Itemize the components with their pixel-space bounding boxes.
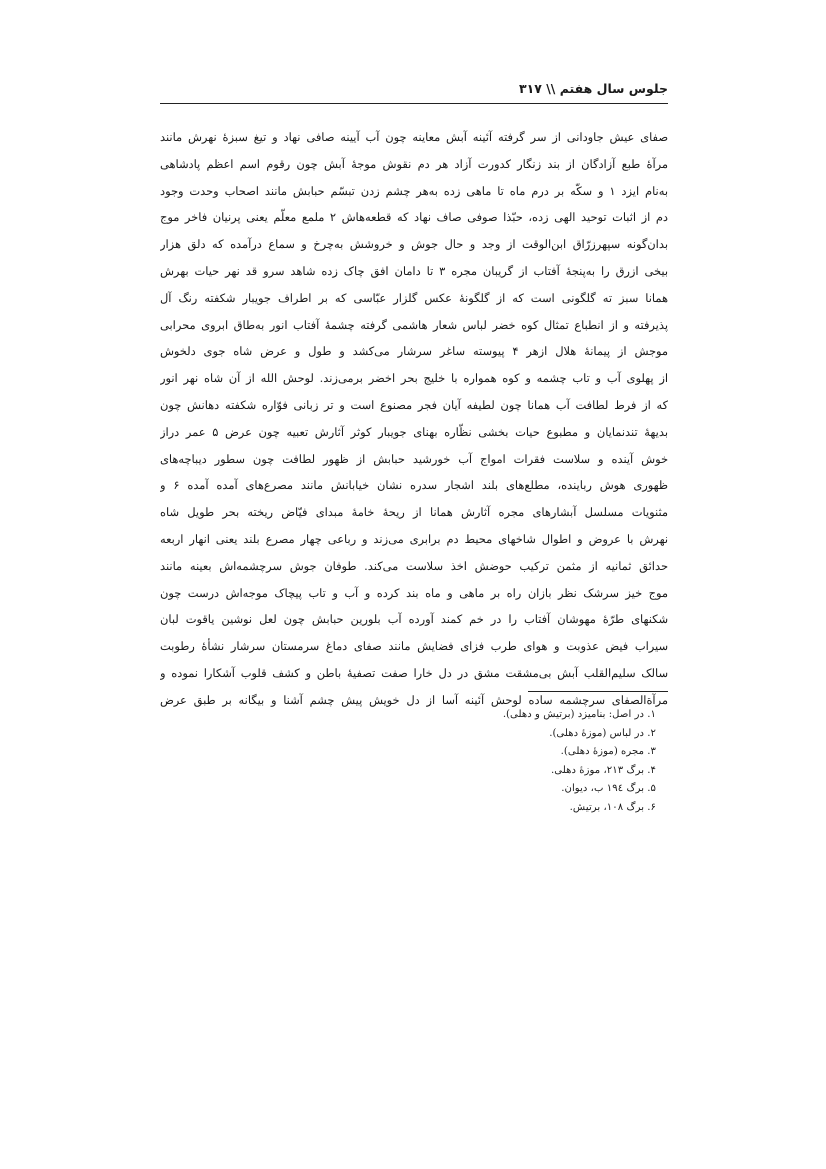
footnote-item: ۴. برگ ۲۱۳، موزهٔ دهلی. bbox=[551, 764, 656, 776]
body-text bbox=[160, 124, 668, 714]
footnote-item: ۳. مجره (موزهٔ دهلی). bbox=[560, 746, 656, 758]
text-line: که از فرط لطافت آب همانا چون لطیفه آیان فجر مصنوع است و تر زبانی فوّاره شکفته دهانش چون bbox=[160, 397, 668, 412]
text-line: شکنهای طرّهٔ مهوشان آفتاب را در خم کمند آورده آب بلورین حبابش چون لعل نوشین یاقوت لبان bbox=[160, 612, 668, 627]
text-line: خوش آینده و سلاست فقرات امواج آب خورشید حبابش از ظهور لطافت چون سطور دیباچه‌های bbox=[160, 451, 668, 466]
footnotes bbox=[160, 706, 668, 818]
footnote-item: ۵. برگ ۱۹٤ ب، دیوان. bbox=[561, 783, 656, 795]
footnote-divider bbox=[528, 691, 668, 692]
text-line: پذیرفته و از انطباع تمثال کوه خضر لباس شعار هاشمی گرفته چشمهٔ آفتاب انور به‌طاق ابروی محرابی bbox=[160, 317, 668, 332]
text-line: ظهوری هوش رباینده، مطلع‌های بلند اشجار سدره نشان خیابانش مانند مصرع‌های آمده آمده ۶ و bbox=[160, 478, 668, 493]
text-line: بیخی ازرق را به‌پنجهٔ آفتاب از گریبان مجره ۳ تا دامان افق چاک زده شاهد سرو قد نهر حیات بهرش bbox=[160, 263, 668, 278]
text-line: بدیههٔ تندنمایان و مطبوع حیات بخشی نظّاره بهنای جویبار کوثر آثارش تعبیه چون عرض ۵ عمر دراز bbox=[160, 424, 668, 439]
text-line: همانا سبز ته گلگونی است که از گلگونهٔ عکس گلزار عبّاسی که بر اطراف جویبار شکفته رنگ آل bbox=[160, 290, 668, 305]
text-line: مرآهٔ طبع آزادگان از بند زنگار کدورت آزاد هر دم نقوش موجهٔ آبش چون رقوم اسم اعظم پادشاهی bbox=[160, 156, 668, 171]
footnote-item: ۱. در اصل: بنامیزد (برتیش و دهلی). bbox=[502, 709, 656, 720]
text-line: به‌نام ایزد ۱ و سکّه بر درم ماه تا ماهی زده به‌هر چشم زدن تبسّم حبابش مانند اصحاب وحدت وجود bbox=[160, 183, 668, 198]
text-line: بدان‌گونه سپهرزرّاق ابن‌الوقت از وجد و حال جوش و خروشش به‌چرخ و سماع درآمده که دلق هزار bbox=[160, 237, 668, 252]
text-line: دم از اثبات توحید الهی زده، حبّذا صوفی صاف نهاد که قطعه‌هاش ۲ ملمع معلّم یعنی پرنیان فاخر موج bbox=[160, 210, 668, 225]
text-line: سیراب فیض عذوبت و هوای طرب فزای فضایش مانند صفای دماغ سرمستان سرشار نشأهٔ رطوبت bbox=[160, 639, 668, 654]
running-header: جلوس سال هفتم \\ ۳۱۷ bbox=[518, 81, 668, 96]
header-divider bbox=[160, 103, 668, 104]
text-line: نهرش با عروض و اطوال شاخهای محیط دم برابری می‌زند و رباعی چهار مصرع بلند یعنی انهار اربعه bbox=[160, 531, 668, 546]
text-line: موج خیز سرشک نظر بازان راه بر ماهی و ماه بند کرده و آب و تاب پیچاک موجه‌اش درست چون bbox=[160, 585, 668, 600]
footnote-item: ۶. برگ ۱۰۸، برتیش. bbox=[569, 801, 656, 813]
text-line: حدائق ثمانیه از مثمن ترکیب حوضش اخذ سلاست می‌کند. طوفان جوش سرچشمه‌اش بعینه مانند bbox=[160, 558, 668, 573]
text-line: مثنویات مسلسل آبشارهای مجره آثارش همانا از ریحهٔ خامهٔ مبدای فیّاض ریخته بحر طویل شاه bbox=[160, 505, 668, 520]
text-line: از پهلوی آب و تاب چشمه و کوه همواره با خلیج بحر اخضر برمی‌زند. لوحش الله از آن شاه نهر انور bbox=[160, 371, 668, 386]
text-line: صفای عیش جاودانی از سر گرفته آئینه آبش معاینه چون آب آیینه صافی نهاد و تیغ سبزهٔ نهرش مانند bbox=[160, 130, 668, 144]
footnote-item: ۲. در لباس (موزهٔ دهلی). bbox=[549, 727, 656, 739]
text-line: موجش از پیمانهٔ هلال ازهر ۴ پیوسته ساغر سرشار می‌کشد و طول و عرض شاه جوی دلخوش bbox=[160, 344, 668, 359]
text-line: مرآةالصفای سرچشمه ساده لوحش آئینه آسا از دل خویش پیش چشم آشنا و بیگانه بر طبق عرض bbox=[160, 692, 668, 707]
text-line: سالک سلیم‌القلب آبش بی‌مشقت مشق در دل خارا صفت تصفیهٔ باطن و کشف قلوب آشکارا نموده و bbox=[160, 665, 668, 680]
